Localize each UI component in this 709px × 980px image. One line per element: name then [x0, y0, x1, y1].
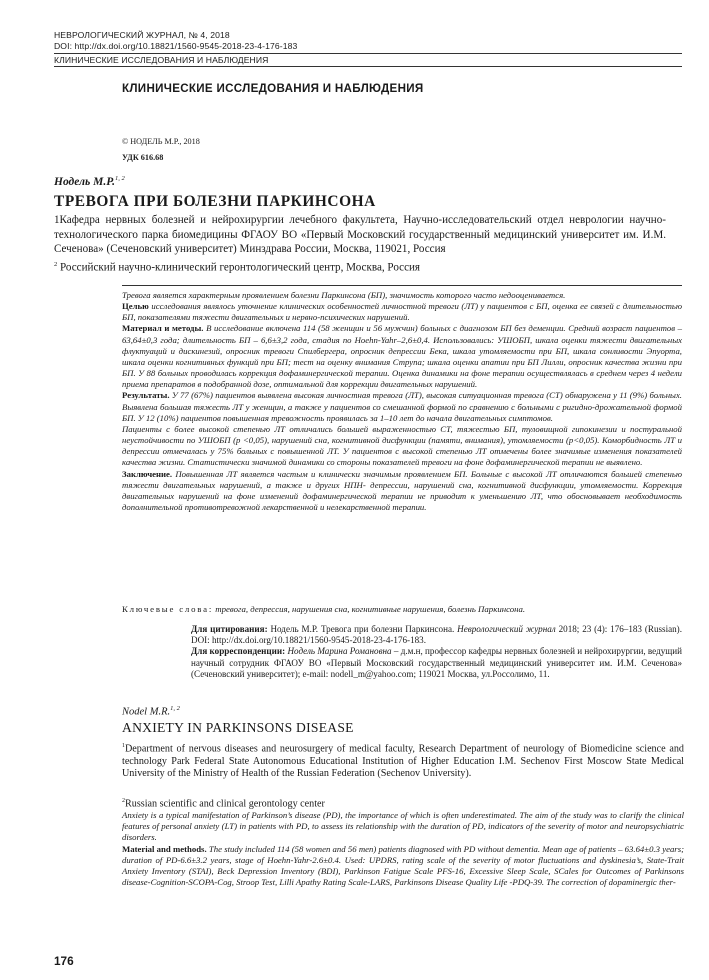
ru-author-name: Нодель М.Р. [54, 175, 115, 188]
ru-conclusion-text: Повышенная ЛТ является частым и клинически значимым проявлением БП. Больные с высокой ЛТ отличаются большей степенью тяжести двигательных нарушений, а также и других НПН- депрессии, нарушений сна, когнитивной дисфункции, утомляемости. Коррекция двигательных нарушений на фоне изменений дофаминергической терапии не приводит к уменьшению ЛТ, что обосновывает необходимость дополнительной противотревожной лекарственной и нелекарственной терапии. [122, 468, 682, 512]
ru-abstract-conclusion [122, 469, 682, 514]
ru-abstract [122, 290, 682, 513]
ru-aim-label: Целью [122, 301, 149, 312]
header-rule-bottom [54, 66, 682, 67]
citation-text-after: 2018; 23 (4): 176–183 (Russian). DOI: http://dx.doi.org/10.18821/1560-9545-2018-23-4-176-183. [191, 624, 682, 646]
ru-aff2-text: Российский научно-клинический геронтологический центр, Москва, Россия [57, 261, 421, 274]
en-intro-text: Anxiety is a typical manifestation of Parkinson’s disease (PD), the importance of which is often underestimated. The aim of the study was to clarify the clinical features of personal anxiety (LT) in patients with PD, to assess its relationship with the duration of PD, indicators of the severity of motor and neuropsychiatric disorders. [122, 810, 684, 843]
rubric-header: КЛИНИЧЕСКИЕ ИССЛЕДОВАНИЯ И НАБЛЮДЕНИЯ [54, 55, 269, 65]
ru-intro-text: Тревога является характерным проявлением болезни Паркинсона (БП), значимость которого часто недооценивается. [122, 290, 566, 300]
en-aff2-sup: 2 [122, 798, 125, 804]
ru-results-label: Результаты. [122, 390, 170, 401]
en-abstract-intro [122, 810, 684, 844]
citation-text: Нодель М.Р. Тревога при болезни Паркинсона. [267, 624, 458, 634]
udc: УДК 616.68 [122, 153, 164, 162]
correspondence-name: Нодель Марина Романовна [285, 646, 392, 657]
correspondence [191, 646, 682, 680]
journal-header: НЕВРОЛОГИЧЕСКИЙ ЖУРНАЛ, № 4, 2018 [54, 30, 230, 40]
en-title: ANXIETY IN PARKINSONS DISEASE [122, 720, 354, 735]
ru-abstract-results-2 [122, 424, 682, 469]
abstract-rule [122, 285, 682, 286]
en-author [122, 705, 180, 718]
ru-aff2-sup: 2 [54, 261, 58, 268]
en-methods-label: Material and methods. [122, 843, 207, 854]
ru-methods-label: Материал и методы. [122, 323, 204, 334]
en-abstract [122, 810, 684, 888]
en-affiliation-1 [122, 740, 684, 781]
ru-abstract-intro [122, 290, 682, 301]
ru-affiliation-1: 1Кафедра нервных болезней и нейрохирургии лечебного факультета, Научно-исследовательский отдел неврологии научно-технологического парка биомедицины ФГАОУ ВО «Первый Московский государственный медицинский университет им. И.М. Сеченова» (Сеченовский университет) Минздрава России, Москва, 119021, Россия [54, 214, 666, 256]
en-aff1-text: Department of nervous diseases and neurosurgery of medical faculty, Research Department of neurology of Biomedicine science and technology Park Federal State Autonomous Educational Institution of Higher Education I.M. Sechenov First Moscow State Medical University of the Ministry of Health of the Russian Federation (Sechenov University). [122, 743, 684, 780]
ru-abstract-aim [122, 301, 682, 323]
ru-results2-text: Пациенты с более высокой степенью ЛТ отличались большей выраженностью СТ, тяжестью БП, туловищной гипокинезии и постуральной неустойчивости по УШОБП (p <0,05), нарушений сна, когнитивной дисфункции (памяти, внимания), утомляемости (p<0,05). Коморбидность ЛТ и депрессии отмечалась у 75% больных с повышенной ЛТ. У пациентов с высокой степенью ЛТ отмечены более значимые изменения показателей качества жизни. Статистически значимой динамики со стороны показателей тревоги на фоне дофаминергической терапии не выявлено. [122, 423, 682, 468]
en-methods-text: The study included 114 (58 women and 56 men) patients diagnosed with PD without dementia. Mean age of patients – 63.64±0.3 years; duration of PD-6.6±3.2 years, stage of Hoehn-Yahr-2.6±0.4. Used: UPDRS, rating scale of the severity of motor fluctuations and dyskinesia’s, State-Trait Anxiety Inventory (STAI), Beck Depression Inventory (BDI), Parkinson Fatigue Scale PFS-16, Excessive Sleep Scale, SCales for Outcomes of Parkinsons disease-Cognition-SCOPA-Cog, Stroop Test, Lilli Apathy Rating Scale-LARS, Parkinsons Disease Quality Life -PDQ-39. The correction of dopaminergic ther- [122, 843, 684, 888]
en-affiliation-2 [122, 795, 684, 811]
citation-journal: Неврологический журнал [457, 624, 556, 634]
en-aff2-text: Russian scientific and clinical gerontology center [125, 798, 325, 810]
ru-abstract-methods [122, 323, 682, 390]
ru-results-text: У 77 (67%) пациентов выявлена высокая личностная тревога (ЛТ), высокая ситуационная тревога (СТ) обнаружена у 11 (9%) больных. Выявлена большая тяжесть ЛТ у женщин, а также у пациентов со смешанной формой по сравнению с больными с ригидно-дрожательной формой БП. У 12 (10%) пациентов повышенная тревожность проявилась за 1–10 лет до начала двигательных симптомов. [122, 390, 682, 423]
keywords-label: Ключевые слова: [122, 604, 214, 614]
en-abstract-methods [122, 844, 684, 889]
header-rule [54, 53, 682, 54]
citation [191, 624, 682, 646]
ru-author-sup: 1, 2 [114, 175, 125, 182]
ru-methods-text: В исследование включена 114 (58 женщин и 56 мужчин) больных с диагнозом БП без деменции. Средний возраст пациентов – 63,64±0,3 года; длительность БП – 6,6±3,2 года, стадия по Hoehn-Yahr–2,6±0,4. Использовались: УШОБП, шкала оценки тяжести двигательных флуктуаций и дискинезий, опросник тревоги Спилбергера, опросник депрессии Бека, шкала утомляемости при БП, шкала сонливости Эпуорта, шкала оценки когнитивных функций при БП; тест на оценку внимания Струпа; шкала оценки апатии при БП Лилли, опросник качества жизни при БП. У 88 больных проводилась коррекция дофаминергической терапии. Оценка динамики на фоне терапии осуществлялась в среднем через 4 недели приема препаратов в подобранной дозе, оптимальной для коррекции двигательных нарушений. [122, 323, 682, 390]
ru-conclusion-label: Заключение. [122, 468, 173, 479]
ru-aim-text: исследования являлось уточнение клинических особенностей личностной тревоги (ЛТ) у пациентов с БП, оценка ее связей с длительностью БП, показателями тяжести двигательных и нервно-психических нарушений. [122, 301, 682, 323]
ru-title: ТРЕВОГА ПРИ БОЛЕЗНИ ПАРКИНСОНА [54, 193, 376, 210]
citation-block [191, 624, 682, 680]
en-author-name: Nodel M.R. [122, 706, 171, 718]
citation-label: Для цитирования: [191, 624, 268, 634]
ru-abstract-results [122, 390, 682, 423]
correspondence-label: Для корреспонденции: [191, 646, 286, 657]
ru-keywords [122, 604, 525, 614]
correspondence-text: – д.м.н, профессор кафедры нервных болезней и нейрохирургии, ведущий научный сотрудник ФГАОУ ВО «Первый Московский государственный медицинский университет им. И.М. Сеченова» (Сеченовский университет); e-mail: nodell_m@yahoo.com; 119021 Москва, ул.Россолимо, 11. [191, 646, 682, 679]
ru-author [54, 175, 125, 188]
en-aff1-sup: 1 [122, 743, 125, 749]
doi-header: DOI: http://dx.doi.org/10.18821/1560-9545-2018-23-4-176-183 [54, 41, 298, 51]
ru-affiliation-2 [54, 261, 420, 274]
section-title: КЛИНИЧЕСКИЕ ИССЛЕДОВАНИЯ И НАБЛЮДЕНИЯ [122, 82, 424, 95]
page-number: 176 [54, 954, 74, 968]
en-author-sup: 1, 2 [170, 705, 180, 712]
copyright: © НОДЕЛЬ М.Р., 2018 [122, 137, 200, 146]
keywords-text: тревога, депрессия, нарушения сна, когнитивные нарушения, болезнь Паркинсона. [213, 604, 526, 614]
